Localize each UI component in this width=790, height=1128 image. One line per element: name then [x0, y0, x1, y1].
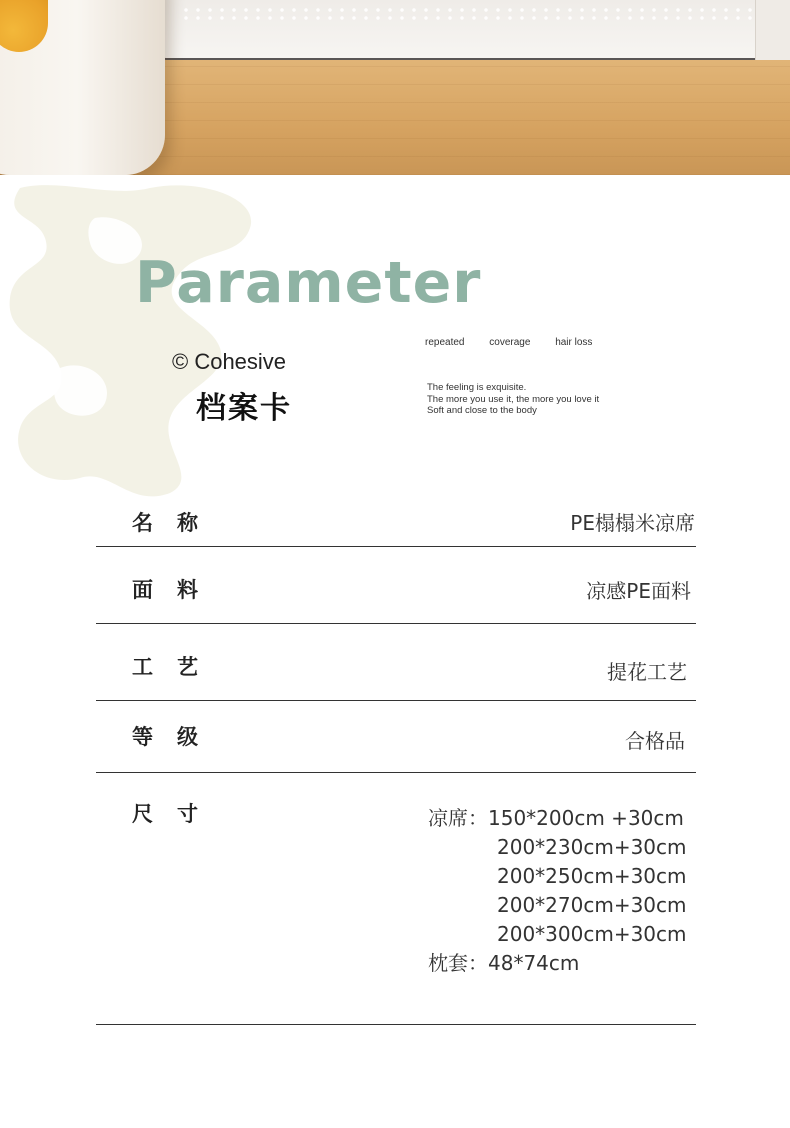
spec-value-craft: 提花工艺 — [607, 660, 687, 684]
spec-label-char: 称 — [177, 511, 198, 535]
spec-value-material: 凉感PE面料 — [586, 579, 691, 603]
page-title: Parameter — [135, 250, 482, 316]
tagline-line: Soft and close to the body — [427, 405, 537, 416]
row-divider — [96, 1024, 696, 1025]
mat-size: 150*200cm +30cm — [488, 806, 684, 830]
spec-label-char: 寸 — [177, 802, 198, 826]
tag-coverage: coverage — [489, 337, 531, 348]
tagline — [427, 382, 599, 417]
row-divider — [96, 623, 696, 624]
tagline-line: The feeling is exquisite. — [427, 382, 527, 393]
spec-label-char: 名 — [132, 511, 153, 535]
brand-name: © Cohesive — [172, 349, 287, 374]
spec-label-material — [132, 574, 198, 604]
header-photo — [0, 0, 790, 175]
spec-label-grade — [132, 721, 198, 751]
tagline-line: The more you use it, the more you love it — [427, 393, 600, 405]
spec-label-char: 级 — [177, 725, 198, 749]
mat-size: 200*250cm+30cm — [497, 864, 687, 888]
spec-value-name: PE榻榻米凉席 — [570, 511, 695, 535]
ink-blotch-decoration — [0, 178, 270, 498]
tag-repeated: repeated — [425, 337, 465, 348]
pillow-size: 48*74cm — [488, 951, 580, 975]
mat-size: 200*270cm+30cm — [497, 893, 687, 917]
spec-label-char: 料 — [177, 578, 198, 602]
row-divider — [96, 700, 696, 701]
pillow-size-line — [428, 949, 687, 978]
spec-label-size — [132, 798, 198, 828]
mat-size-line — [428, 804, 687, 833]
spec-label-char: 艺 — [177, 655, 198, 679]
row-divider — [96, 772, 696, 773]
curtain-pattern — [180, 6, 760, 20]
brand-subtitle: 档案卡 — [196, 391, 292, 426]
wall-corner — [755, 0, 790, 60]
mat-size: 200*230cm+30cm — [497, 835, 687, 859]
spec-label-craft — [132, 651, 198, 681]
tag-hair-loss: hair loss — [555, 337, 593, 348]
spec-label-name — [132, 507, 198, 537]
spec-label-char: 工 — [132, 655, 153, 679]
mat-label: 凉席： — [428, 806, 488, 830]
spec-label-char: 等 — [132, 725, 153, 749]
spec-label-char: 面 — [132, 578, 153, 602]
feature-tags — [425, 337, 614, 348]
pillow-label: 枕套： — [428, 951, 488, 975]
row-divider — [96, 546, 696, 547]
mat-size: 200*300cm+30cm — [497, 922, 687, 946]
spec-label-char: 尺 — [132, 802, 153, 826]
size-list — [428, 804, 687, 978]
spec-value-grade: 合格品 — [625, 729, 685, 753]
